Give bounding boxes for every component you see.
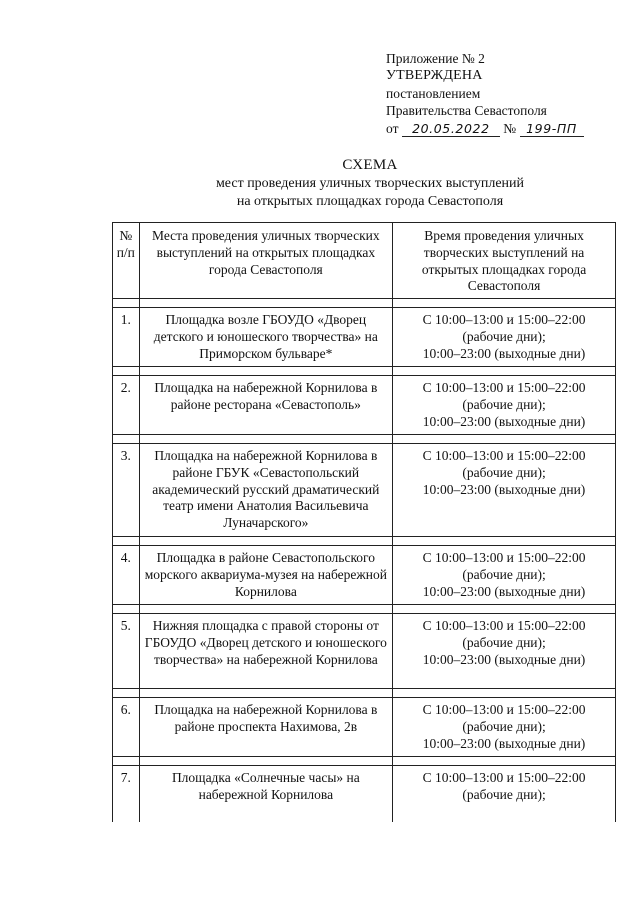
time-weekdays-note: (рабочие дни); bbox=[462, 634, 546, 650]
title-main: СХЕМА bbox=[342, 157, 398, 173]
table-row bbox=[113, 546, 616, 605]
table-row bbox=[113, 766, 616, 823]
row-number: 3. bbox=[113, 444, 140, 537]
row-time bbox=[393, 766, 616, 823]
approved-label: УТВЕРЖДЕНА bbox=[386, 68, 483, 84]
row-time bbox=[393, 376, 616, 435]
time-weekdays: С 10:00–13:00 и 15:00–22:00 bbox=[422, 550, 586, 565]
row-place: Площадка на набережной Корнилова в районе ГБУК «Севастопольский академический русский драматический театр имени Анатолия Васильевича Луначарского» bbox=[139, 444, 393, 537]
time-weekdays-note: (рабочие дни); bbox=[462, 396, 546, 412]
time-weekdays: С 10:00–13:00 и 15:00–22:00 bbox=[422, 448, 586, 463]
from-label: от bbox=[386, 120, 399, 136]
row-time bbox=[393, 308, 616, 367]
schedule-table bbox=[112, 222, 616, 822]
time-weekends: 10:00–23:00 (выходные дни) bbox=[422, 735, 586, 751]
row-place: Нижняя площадка с правой стороны от ГБОУДО «Дворец детского и юношеского творчества» на набережной Корнилова bbox=[139, 614, 393, 689]
time-weekends: 10:00–23:00 (выходные дни) bbox=[422, 583, 586, 599]
row-place: Площадка на набережной Корнилова в районе ресторана «Севастополь» bbox=[139, 376, 393, 435]
row-number: 7. bbox=[113, 766, 140, 823]
row-place: Площадка на набережной Корнилова в районе проспекта Нахимова, 2в bbox=[139, 698, 393, 757]
appendix-block bbox=[386, 50, 584, 137]
table-header-row bbox=[113, 223, 616, 299]
row-time bbox=[393, 444, 616, 537]
government-label: Правительства Севастополя bbox=[386, 103, 547, 119]
time-weekdays: С 10:00–13:00 и 15:00–22:00 bbox=[422, 618, 586, 633]
time-weekdays: С 10:00–13:00 и 15:00–22:00 bbox=[422, 312, 586, 327]
time-weekdays: С 10:00–13:00 и 15:00–22:00 bbox=[422, 770, 586, 785]
resolution-reference bbox=[386, 120, 584, 137]
row-number: 1. bbox=[113, 308, 140, 367]
row-place: Площадка в районе Севастопольского морского аквариума-музея на набережной Корнилова bbox=[139, 546, 393, 605]
time-weekends: 10:00–23:00 (выходные дни) bbox=[422, 345, 586, 361]
time-weekdays-note: (рабочие дни); bbox=[462, 566, 546, 582]
time-weekends: 10:00–23:00 (выходные дни) bbox=[422, 651, 586, 667]
row-number: 6. bbox=[113, 698, 140, 757]
time-weekdays: С 10:00–13:00 и 15:00–22:00 bbox=[422, 380, 586, 395]
header-time: Время проведения уличных творческих выступлений на открытых площадках города Севастополя bbox=[393, 223, 616, 299]
row-place: Площадка «Солнечные часы» на набережной Корнилова bbox=[139, 766, 393, 823]
title-sub2: на открытых площадках города Севастополя bbox=[236, 194, 504, 209]
row-place: Площадка возле ГБОУДО «Дворец детского и юношеского творчества» на Приморском бульваре* bbox=[139, 308, 393, 367]
table-row bbox=[113, 444, 616, 537]
time-weekdays-note: (рабочие дни); bbox=[462, 786, 546, 802]
row-time bbox=[393, 698, 616, 757]
time-weekends: 10:00–23:00 (выходные дни) bbox=[422, 481, 586, 497]
row-time bbox=[393, 614, 616, 689]
time-weekdays-note: (рабочие дни); bbox=[462, 718, 546, 734]
time-weekdays-note: (рабочие дни); bbox=[462, 328, 546, 344]
resolution-date: 20.05.2022 bbox=[402, 122, 500, 137]
resolution-label: постановлением bbox=[386, 85, 481, 101]
row-number: 2. bbox=[113, 376, 140, 435]
resolution-number: 199-ПП bbox=[520, 122, 584, 137]
time-weekdays-note: (рабочие дни); bbox=[462, 464, 546, 480]
time-weekdays: С 10:00–13:00 и 15:00–22:00 bbox=[422, 702, 586, 717]
appendix-number: Приложение № 2 bbox=[386, 51, 485, 66]
title-sub1: мест проведения уличных творческих выступлений bbox=[215, 175, 525, 191]
row-number: 4. bbox=[113, 546, 140, 605]
row-number: 5. bbox=[113, 614, 140, 689]
table-row bbox=[113, 376, 616, 435]
row-time bbox=[393, 546, 616, 605]
table-row bbox=[113, 698, 616, 757]
header-place: Места проведения уличных творческих выступлений на открытых площадках города Севастополя bbox=[139, 223, 393, 299]
time-weekends: 10:00–23:00 (выходные дни) bbox=[422, 413, 586, 429]
table-row bbox=[113, 308, 616, 367]
header-number: № п/п bbox=[113, 223, 140, 299]
document-title bbox=[150, 156, 590, 212]
number-label: № bbox=[503, 120, 517, 136]
table-row bbox=[113, 614, 616, 689]
